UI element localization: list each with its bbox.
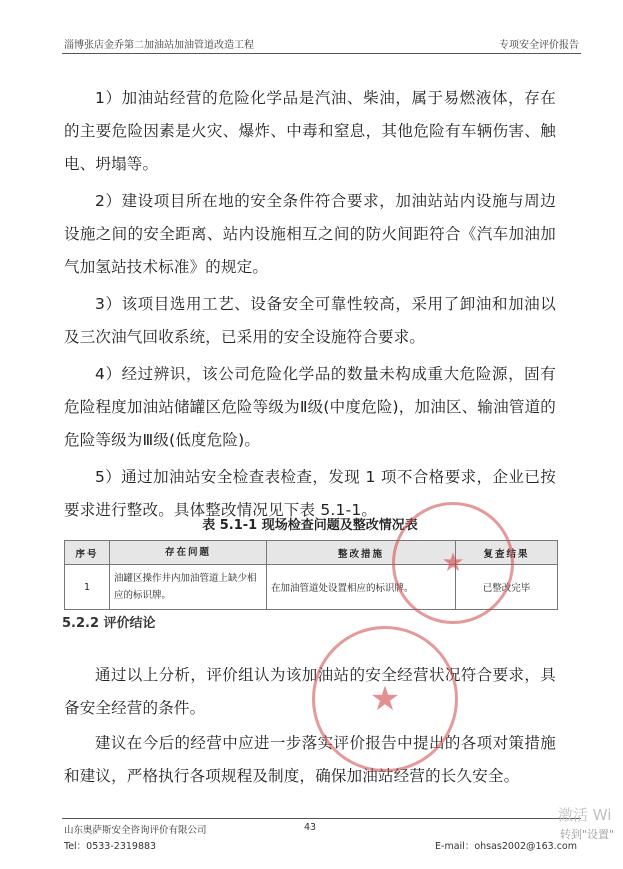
footer-rule xyxy=(62,818,581,819)
cell-result: 已整改完毕 xyxy=(456,565,558,610)
cell-measure: 在加油管道处设置相应的标识牌。 xyxy=(267,565,456,610)
page-number: 43 xyxy=(304,822,317,833)
company-seal-stamp-1 xyxy=(392,502,514,624)
column-header-number: 序号 xyxy=(65,541,110,565)
conclusion-paragraph-5: 5）通过加油站安全检查表检查，发现 1 项不合格要求，企业已按要求进行整改。具体整改情况见下表 5.1-1。 xyxy=(64,467,556,519)
header-report-type: 专项安全评价报告 xyxy=(499,40,579,51)
footer-telephone: Tel：0533-2319883 xyxy=(64,841,157,852)
cell-number: 1 xyxy=(65,565,110,610)
conclusion-paragraph-1: 1）加油站经营的危险化学品是汽油、柴油，属于易燃液体，存在的主要危险因素是火灾、爆炸、中毒和窒息，其他危险有车辆伤害、触电、坍塌等。 xyxy=(64,88,556,173)
evaluation-conclusion-paragraph-1: 通过以上分析，评价组认为该加油站的安全经营状况符合要求，具备安全经营的条件。 xyxy=(64,665,556,717)
evaluation-conclusion-paragraph-2: 建议在今后的经营中应进一步落实评价报告中提出的各项对策措施和建议，严格执行各项规程及制度，确保加油站经营的长久安全。 xyxy=(64,733,556,785)
seal-star-icon: ★ xyxy=(369,679,401,719)
company-seal-stamp-2 xyxy=(312,626,458,772)
header-project-title: 淄博张店金乔第二加油站加油管道改造工程 xyxy=(64,40,254,51)
activation-watermark-title: 激活 Wi xyxy=(558,806,612,824)
column-header-result: 复查结果 xyxy=(456,541,558,565)
seal-star-icon: ★ xyxy=(441,548,465,578)
column-header-measure: 整改措施 xyxy=(267,541,456,565)
table-caption: 表 5.1-1 现场检查问题及整改情况表 xyxy=(202,518,418,533)
header-rule xyxy=(62,53,581,54)
conclusion-paragraph-3: 3）该项目选用工艺、设备安全可靠性较高，采用了卸油和加油以及三次油气回收系统，已采用的安全设施符合要求。 xyxy=(64,294,556,346)
section-title: 5.2.2 评价结论 xyxy=(62,616,156,631)
activation-watermark-hint: 转到"设置" xyxy=(560,828,615,841)
conclusion-paragraph-2: 2）建设项目所在地的安全条件符合要求，加油站站内设施与周边设施之间的安全距离、站内设施相互之间的防火间距符合《汽车加油加气加氢站技术标准》的规定。 xyxy=(64,191,556,276)
column-header-problem: 存在问题 xyxy=(110,541,267,565)
footer-company: 山东奥萨斯安全咨询评价有限公司 xyxy=(64,825,207,836)
cell-problem: 油罐区操作井内加油管道上缺少相应的标识牌。 xyxy=(110,565,267,610)
footer-email: E-mail：ohsas2002@163.com xyxy=(435,841,577,852)
conclusion-paragraph-4: 4）经过辨识，该公司危险化学品的数量未构成重大危险源，固有危险程度加油站储罐区危险等级为Ⅱ级(中度危险)，加油区、输油管道的危险等级为Ⅲ级(低度危险)。 xyxy=(64,364,556,449)
